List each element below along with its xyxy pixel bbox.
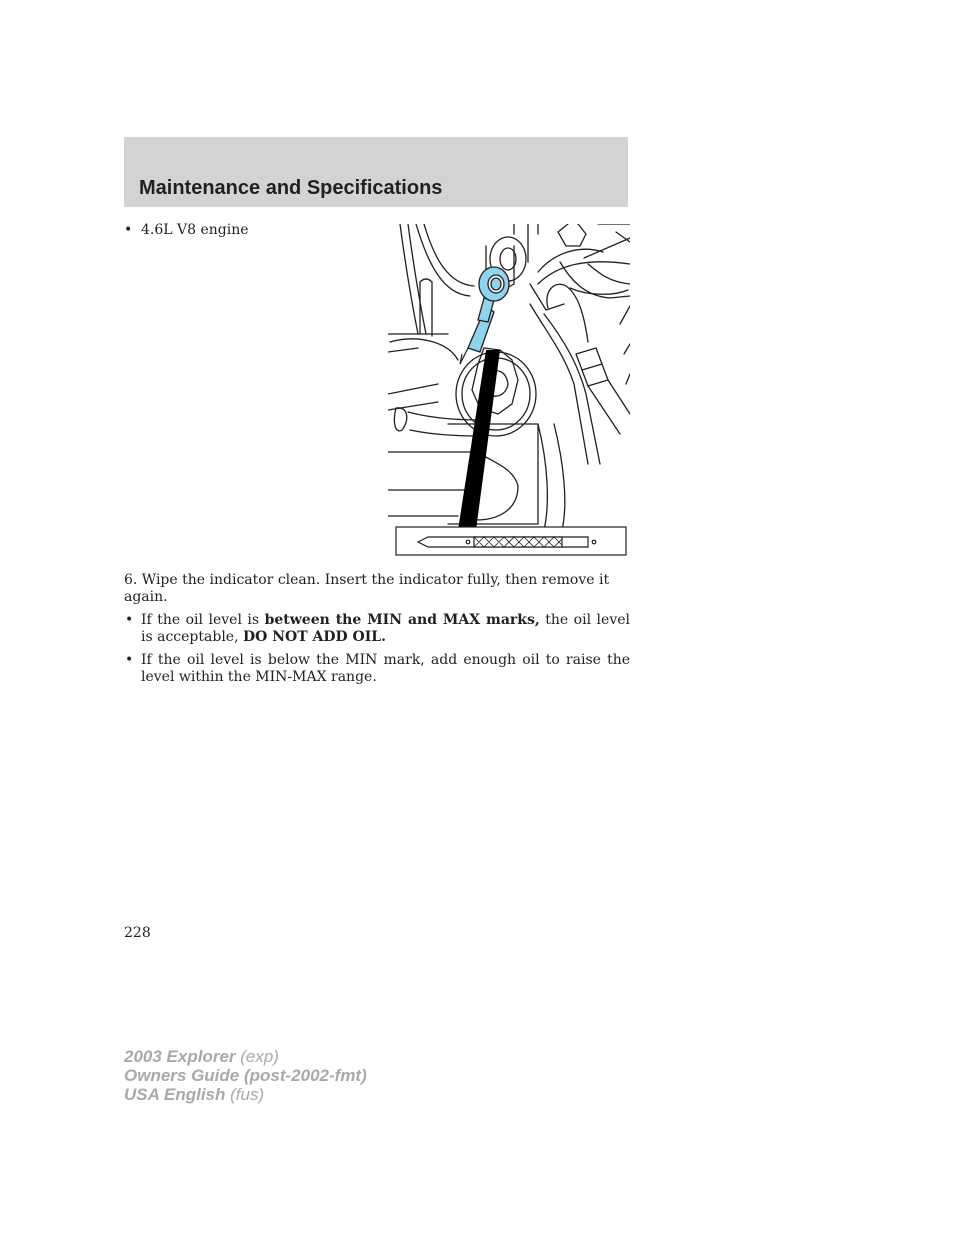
bullet-between-marks — [124, 612, 630, 645]
engine-dipstick-illustration — [388, 224, 630, 558]
bullet-below-min: • If the oil level is below the MIN mark, add enough oil to raise the level within the MIN-MAX range. — [124, 652, 630, 685]
bullet-1-middle: the oil level is acceptable, — [141, 612, 630, 645]
section-title: Maintenance and Specifications — [139, 177, 443, 199]
document-footer — [124, 1047, 367, 1104]
bullet-1-bold-marks: between the MIN and MAX marks, — [264, 612, 540, 628]
bullet-icon: • — [124, 222, 133, 238]
footer-language-code: (fus) — [225, 1085, 265, 1104]
instructions-body — [124, 572, 630, 692]
dipstick-shaft — [458, 350, 500, 530]
bullet-1-bold-warning: DO NOT ADD OIL. — [243, 628, 386, 645]
engine-type-label: 4.6L V8 engine — [141, 222, 249, 238]
section-header-band — [124, 137, 628, 207]
footer-guide: Owners Guide (post-2002-fmt) — [124, 1066, 367, 1085]
bullet-1-prefix: If the oil level is — [141, 612, 265, 628]
footer-line-2 — [124, 1066, 367, 1085]
dipstick-blade-detail — [396, 527, 626, 555]
footer-model: 2003 Explorer — [124, 1047, 236, 1066]
footer-language: USA English — [124, 1085, 226, 1104]
page-number: 228 — [124, 925, 151, 941]
footer-line-3 — [124, 1085, 367, 1104]
footer-line-1 — [124, 1047, 367, 1066]
engine-type-bullet — [124, 221, 249, 239]
footer-model-code: (exp) — [235, 1047, 279, 1066]
step-6-paragraph: 6. Wipe the indicator clean. Insert the indicator fully, then remove it again. — [124, 572, 610, 605]
dipstick-handle-highlight — [468, 267, 509, 352]
oil-level-bullet-list — [124, 612, 630, 685]
